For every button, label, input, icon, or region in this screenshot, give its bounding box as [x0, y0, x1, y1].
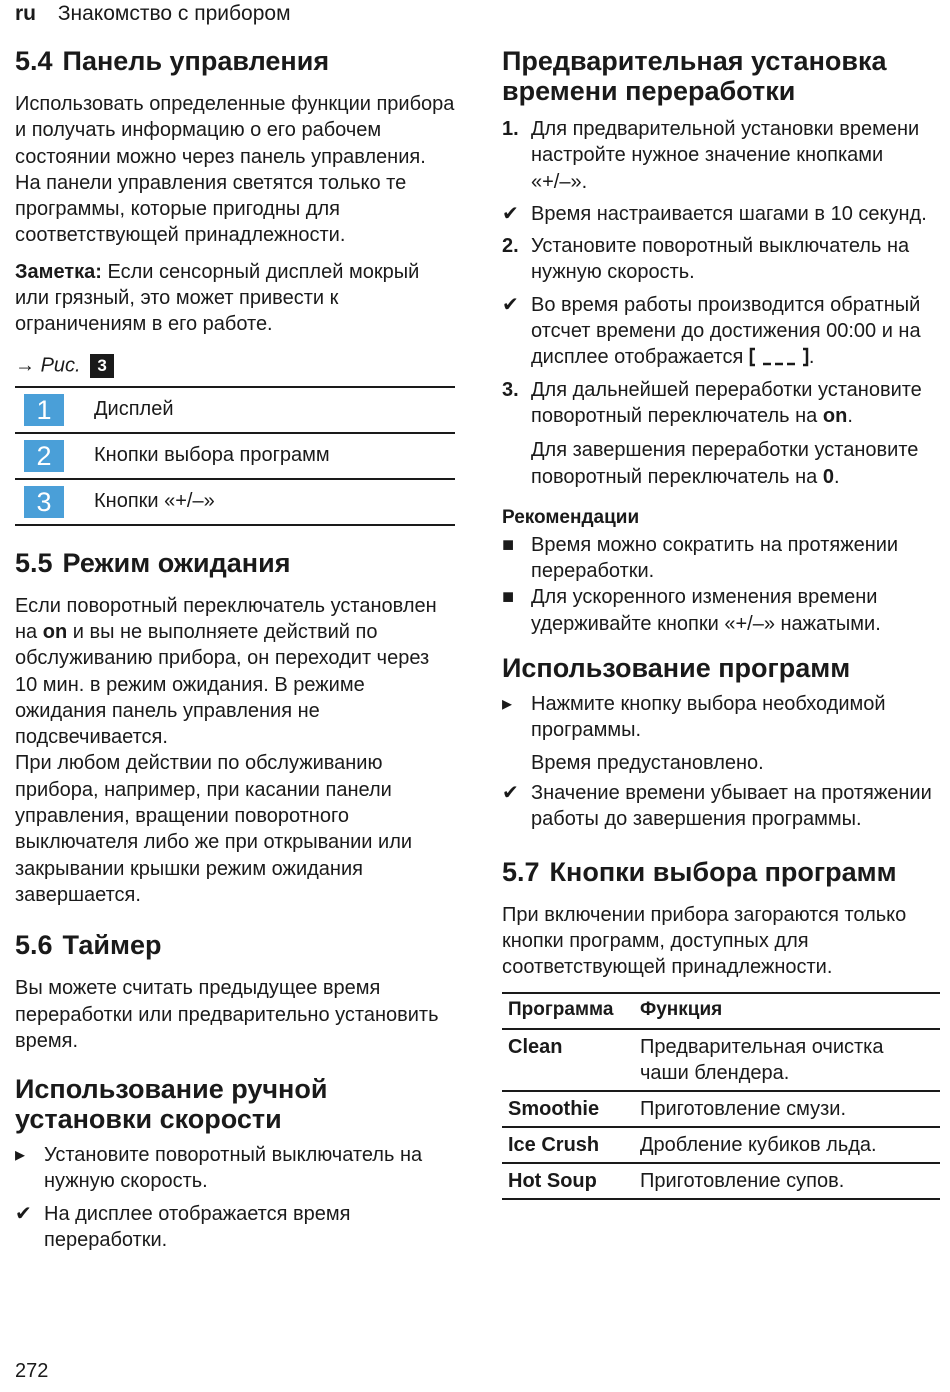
- legend-row: [15, 480, 455, 526]
- program-name: Smoothie: [502, 1091, 634, 1127]
- manual-speed-heading: Использование ручной установки скорости: [15, 1074, 328, 1135]
- legend-text: Дисплей: [94, 398, 174, 421]
- language-code: ru: [15, 2, 36, 25]
- section-5-4-heading: 5.4 Панель управления: [15, 46, 330, 76]
- column-header-program: Программа: [502, 993, 634, 1029]
- standby-paragraph-1: Если поворотный переключатель установлен на on и вы не выполняете действий по обслуживанию прибора, он переходит через 10 мин. в режим ожидания. В режиме ожидания панель управления не подсвечивается.: [15, 594, 437, 749]
- right-column: [502, 46, 940, 1200]
- square-bullet-icon: ■: [502, 586, 515, 609]
- checkmark-icon: ✔: [502, 293, 519, 316]
- action-step: ▸ Нажмите кнопку выбора необходимой программы.: [502, 691, 940, 744]
- legend-number-badge: 3: [24, 486, 64, 518]
- result-step: ✔ Время настраивается шагами в 10 секунд.: [502, 201, 940, 227]
- program-function: Дробление кубиков льда.: [634, 1127, 940, 1163]
- legend-text: Кнопки «+/–»: [94, 490, 215, 513]
- tip-item: ■ Для ускоренного изменения времени удерживайте кнопки «+/–» нажатыми.: [502, 584, 940, 637]
- checkmark-icon: ✔: [15, 1202, 32, 1225]
- section-5-4-intro: Использовать определенные функции прибора и получать информацию о его рабочем состоянии можно через панель управления. На панели управления светятся только те программы, которые пригодны для соответствующей принадлежности.: [15, 93, 455, 247]
- legend-number-badge: 2: [24, 440, 64, 472]
- table-row: [502, 1029, 940, 1091]
- result-step: ✔ На дисплее отображается время переработки.: [15, 1201, 455, 1254]
- figure-number-badge: 3: [90, 354, 114, 378]
- program-step-continuation: Время предустановлено.: [531, 751, 764, 774]
- program-function: Приготовление супов.: [634, 1163, 940, 1199]
- numbered-step: 3. Для дальнейшей переработки установите поворотный переключатель на on.: [502, 378, 922, 427]
- result-step: ✔ Значение времени убывает на протяжении работы до завершения программы.: [502, 780, 940, 833]
- column-header-function: Функция: [634, 993, 940, 1029]
- page-number: 272: [15, 1360, 49, 1382]
- program-name: Hot Soup: [502, 1163, 634, 1199]
- figure-reference: → Рис. 3: [15, 354, 455, 378]
- numbered-step: 1. Для предварительной установки времени настройте нужное значение кнопками «+/–».: [502, 118, 920, 193]
- square-bullet-icon: ■: [502, 533, 515, 556]
- table-row: [502, 1127, 940, 1163]
- table-header-row: [502, 993, 940, 1029]
- checkmark-icon: ✔: [502, 781, 519, 804]
- numbered-step: 2. Установите поворотный выключатель на нужную скорость.: [502, 235, 910, 284]
- step-3-continuation: Для завершения переработки установите поворотный переключатель на 0.: [531, 439, 919, 488]
- note-paragraph: [15, 259, 455, 338]
- note-label: Заметка:: [15, 260, 102, 283]
- checkmark-icon: ✔: [502, 202, 519, 225]
- table-row: [502, 1163, 940, 1199]
- tips-heading: Рекомендации: [502, 506, 640, 528]
- header-title: Знакомство с прибором: [57, 2, 291, 25]
- action-step: ▸ Установите поворотный выключатель на нужную скорость.: [15, 1142, 455, 1195]
- triangle-bullet-icon: ▸: [15, 1144, 26, 1167]
- legend-row: [15, 434, 455, 480]
- timer-paragraph: Вы можете считать предыдущее время переработки или предварительно установить время.: [15, 977, 439, 1052]
- section-5-7-heading: 5.7 Кнопки выбора программ: [502, 856, 897, 887]
- legend-text: Кнопки выбора программ: [94, 444, 330, 467]
- segment-display-icon: [749, 346, 809, 366]
- preset-time-heading: Предварительная установка времени переработки: [502, 46, 887, 106]
- note-text: Если сенсорный дисплей мокрый или грязный, это может привести к ограничениям в его работе.: [15, 260, 420, 336]
- section-5-6-heading: 5.6 Таймер: [15, 930, 162, 961]
- program-table: [502, 992, 940, 1200]
- result-step: ✔ Во время работы производится обратный отсчет времени до достижения 00:00 и на дисплее отображается .: [502, 292, 940, 371]
- program-function: Предварительная очистка чаши блендера.: [634, 1029, 940, 1091]
- program-name: Clean: [502, 1029, 634, 1091]
- legend-number-badge: 1: [24, 394, 64, 426]
- using-programs-heading: Использование программ: [502, 653, 851, 684]
- tip-item: ■ Время можно сократить на протяжении переработки.: [502, 532, 940, 585]
- program-name: Ice Crush: [502, 1127, 634, 1163]
- program-function: Приготовление смузи.: [634, 1091, 940, 1127]
- left-column: [15, 46, 455, 1259]
- programs-intro: При включении прибора загораются только кнопки программ, доступных для соответствующей принадлежности.: [502, 903, 907, 979]
- legend-row: [15, 388, 455, 434]
- legend-table: [15, 386, 455, 526]
- arrow-icon: →: [15, 353, 35, 376]
- triangle-bullet-icon: ▸: [502, 693, 513, 716]
- page-header: [15, 0, 291, 28]
- standby-paragraph-2: При любом действии по обслуживанию прибора, например, при касании панели управления, вращении поворотного выключателя либо же при открывании или закрывании крышки режим ожидания завершается.: [15, 752, 413, 906]
- table-row: [502, 1091, 940, 1127]
- section-5-5-heading: 5.5 Режим ожидания: [15, 547, 291, 578]
